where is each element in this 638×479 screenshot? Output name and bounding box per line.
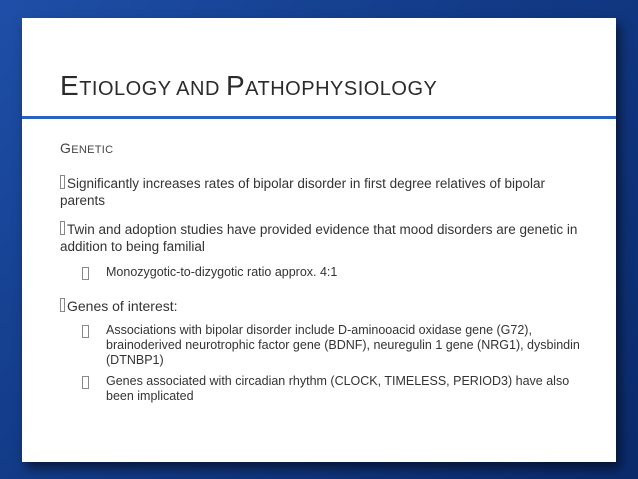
title-part-2: ATHOPHYSIOLOGY: [245, 78, 438, 100]
sub-bullet-glyph-icon: [82, 325, 89, 338]
sub-bullet-text: Associations with bipolar disorder include D-aminooacid oxidase gene (G72), brainoderived neurotrophic factor gene (BDNF), neuregulin 1 gene (NRG1), dysbindin (DTNBP1): [106, 323, 580, 367]
bullet-glyph-icon: [60, 175, 65, 189]
bullet-glyph-icon: [60, 298, 65, 312]
sub-bullet-text: Genes associated with circadian rhythm (CLOCK, TIMELESS, PERIOD3) have also been implicated: [106, 374, 570, 403]
bullet-text: Significantly increases rates of bipolar disorder in first degree relatives of bipolar parents: [60, 176, 545, 208]
slide-content: [60, 140, 590, 412]
title-divider: [22, 116, 616, 119]
title-part-1: TIOLOGY AND: [79, 78, 226, 100]
sub-bullet-glyph-icon: [82, 267, 89, 280]
sub-bullet-text: Monozygotic-to-dizygotic ratio approx. 4:1: [106, 265, 338, 279]
bullet-text: Genes of interest:: [67, 298, 178, 314]
bullet-item: [60, 221, 590, 255]
slide-title: [60, 70, 437, 102]
sub-bullet-glyph-icon: [82, 376, 89, 389]
section-subhead: [60, 140, 590, 159]
sub-bullet-item: [60, 323, 590, 368]
bullet-item: [60, 298, 590, 315]
bullet-glyph-icon: [60, 221, 65, 235]
subhead-rest: ENETIC: [71, 144, 114, 156]
sub-bullet-item: [60, 265, 590, 280]
subhead-cap: G: [60, 140, 72, 156]
slide-card: [22, 18, 616, 462]
bullet-text: Twin and adoption studies have provided evidence that mood disorders are genetic in addition to being familial: [60, 222, 578, 254]
sub-bullet-item: [60, 374, 590, 404]
bullet-item: [60, 175, 590, 209]
title-cap-2: P: [225, 70, 246, 101]
title-band: [22, 18, 616, 116]
title-cap-1: E: [60, 70, 80, 101]
